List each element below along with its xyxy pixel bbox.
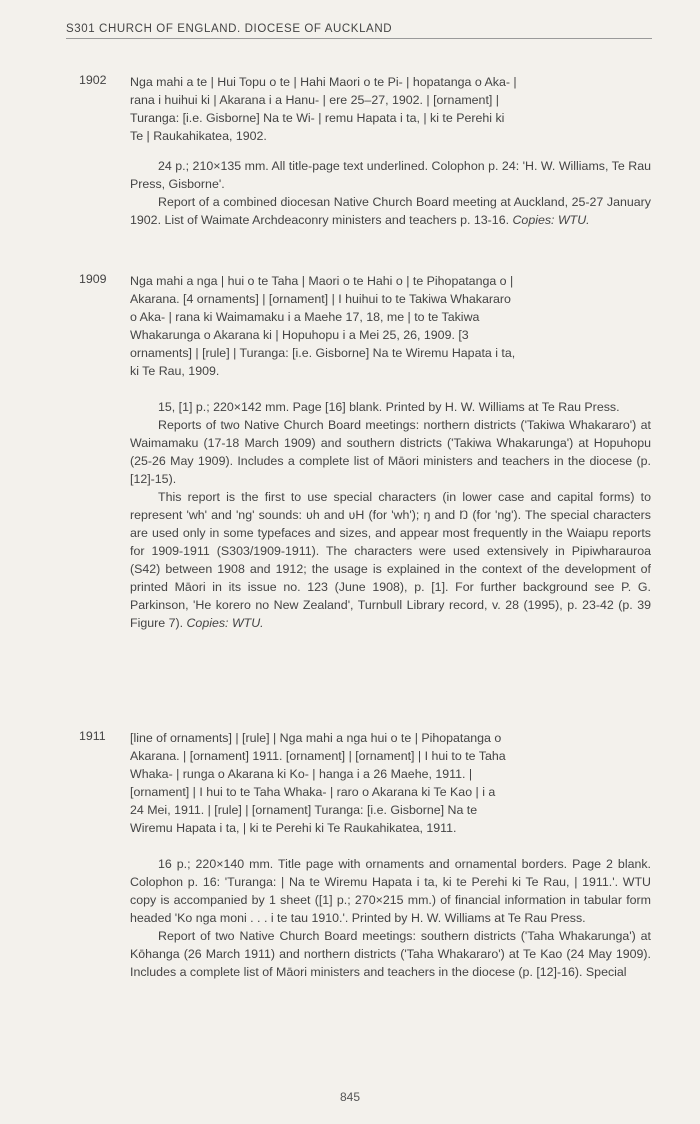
- title-line: Nga mahi a nga | hui o te Taha | Maori o te Hahi o | te Pihopatanga o |: [130, 274, 514, 288]
- note-text: Report of a combined diocesan Native Church Board meeting at Auckland, 25-27 January 1902. List of Waimate Archdeaconry ministers and teachers p. 13-16.: [130, 195, 651, 227]
- page-number: 845: [339, 1090, 361, 1104]
- entry-year: 1909: [79, 272, 107, 286]
- running-head: S301 CHURCH OF ENGLAND. DIOCESE OF AUCKLAND: [66, 23, 652, 39]
- title-line: Akarana. | [ornament] 1911. [ornament] | [ornament] | I hui to te Taha: [130, 749, 506, 763]
- title-line: rana i huihui ki | Akarana i a Hanu- | ere 25–27, 1902. | [ornament] |: [130, 93, 499, 107]
- title-line: o Aka- | rana ki Waimamaku i a Maehe 17, 18, me | to te Takiwa: [130, 310, 480, 324]
- title-line: Wiremu Hapata i ta, | ki te Perehi ki Te Raukahikatea, 1911.: [130, 821, 457, 835]
- entry-title: [130, 73, 651, 145]
- copies: Copies: WTU.: [512, 213, 590, 227]
- entry-notes: [130, 398, 651, 632]
- entry-title: [130, 729, 651, 837]
- entry-notes: [130, 157, 651, 229]
- title-line: [ornament] | I hui to te Taha Whaka- | raro o Akarana ki Te Kao | i a: [130, 785, 496, 799]
- note-paragraph: [130, 193, 651, 229]
- collation: 15, [1] p.; 220×142 mm. Page [16] blank. Printed by H. W. Williams at Te Rau Press.: [158, 400, 620, 414]
- title-line: Te | Raukahikatea, 1902.: [130, 129, 267, 143]
- entry-year: 1902: [79, 73, 107, 87]
- title-line: Whakarunga o Akarana ki | Hopuhopu i a Mei 25, 26, 1909. [3: [130, 328, 469, 342]
- title-line: Akarana. [4 ornaments] | [ornament] | I huihui to te Takiwa Whakararo: [130, 292, 511, 306]
- copies: Copies: WTU.: [186, 616, 264, 630]
- title-line: 24 Mei, 1911. | [rule] | [ornament] Turanga: [i.e. Gisborne] Na te: [130, 803, 478, 817]
- note-text: This report is the first to use special characters (in lower case and capital forms) to represent 'wh' and 'ng' sounds: ʋh and ʋH (for 'wh'); ŋ and Ŋ (for 'ng'). The special characters are used only in some typefaces and sizes, and appear most frequently in the Waiapu reports for 1909-1911 (S303/1909-1911). The characters were used extensively in Pipiwharauroa (S42) between 1908 and 1912; the usage is explained in the context of the development of printed Māori in its issue no. 123 (June 1908), p. [1]. For further background see P. G. Parkinson, 'He korero no New Zealand', Turnbull Library record, v. 28 (1995), p. 23-42 (p. 39 Figure 7).: [130, 490, 651, 630]
- title-line: ki Te Rau, 1909.: [130, 364, 220, 378]
- note-paragraph: Report of two Native Church Board meetings: southern districts ('Taha Whakarunga') at Kōhanga (26 March 1911) and northern districts ('Taha Whakararo') at Te Kao (24 May 1909). Includes a complete list of Māori ministers and teachers in the diocese (p. [12]-16). Special: [130, 929, 651, 979]
- collation: 16 p.; 220×140 mm. Title page with ornaments and ornamental borders. Page 2 blank. Colophon p. 16: 'Turanga: | Na te Wiremu Hapata i ta, ki te Perehi ki Te Rau, | 1911.'. WTU copy is accompanied by 1 sheet ([1] p.; 270×215 mm.) of financial information in tabular form headed 'Ko nga moni . . . i te tau 1910.'. Printed by H. W. Williams at Te Rau Press.: [130, 857, 651, 925]
- entry-year: 1911: [79, 729, 106, 743]
- note-paragraph: [130, 488, 651, 632]
- entry-notes: [130, 855, 651, 981]
- title-line: Nga mahi a te | Hui Topu o te | Hahi Maori o te Pi- | hopatanga o Aka- |: [130, 75, 517, 89]
- title-line: Turanga: [i.e. Gisborne] Na te Wi- | remu Hapata i ta, | ki te Perehi ki: [130, 111, 505, 125]
- collation: 24 p.; 210×135 mm. All title-page text underlined. Colophon p. 24: 'H. W. Williams, Te Rau Press, Gisborne'.: [130, 159, 651, 191]
- title-line: ornaments] | [rule] | Turanga: [i.e. Gisborne] Na te Wiremu Hapata i ta,: [130, 346, 516, 360]
- entry-title: [130, 272, 651, 380]
- title-line: Whaka- | runga o Akarana ki Ko- | hanga i a 26 Maehe, 1911. |: [130, 767, 473, 781]
- note-paragraph: Reports of two Native Church Board meetings: northern districts ('Takiwa Whakararo') at Waimamaku (17-18 March 1909) and southern districts ('Takiwa Whakarunga') at Hopuhopu (25-26 May 1909). Includes a complete list of Māori ministers and teachers in the diocese (p. [12]-15).: [130, 418, 651, 486]
- title-line: [line of ornaments] | [rule] | Nga mahi a nga hui o te | Pihopatanga o: [130, 731, 502, 745]
